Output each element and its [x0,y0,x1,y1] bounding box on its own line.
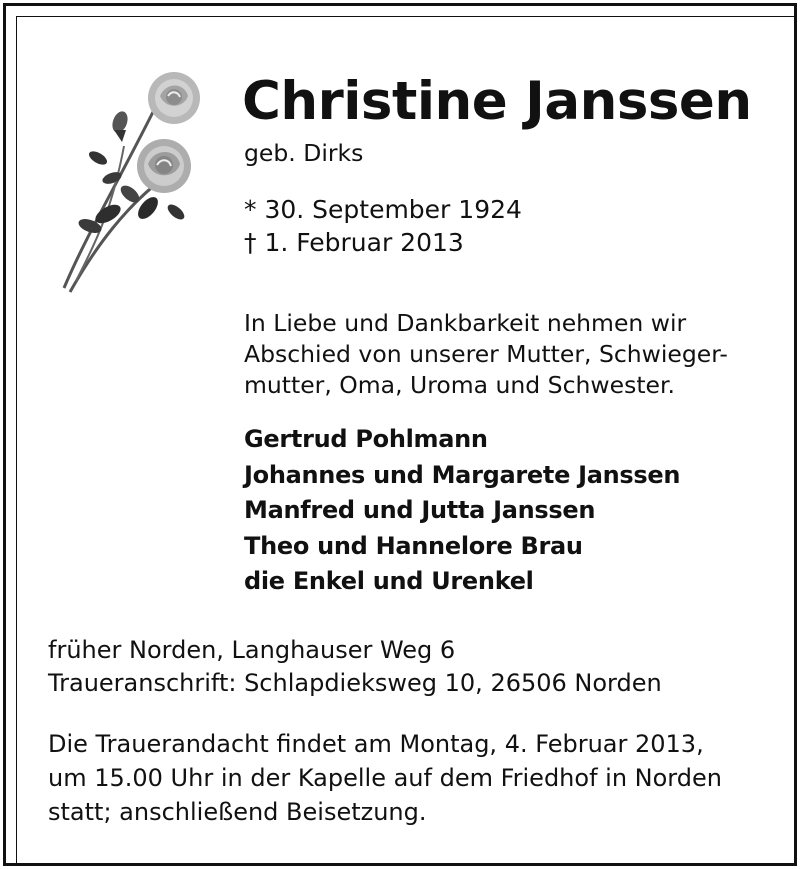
service-info [48,727,722,829]
service-line: statt; anschließend Beisetzung. [48,798,427,826]
address-block [48,634,662,700]
farewell-line: In Liebe und Dankbarkeit nehmen wir [244,309,687,337]
service-line: um 15.00 Uhr in der Kapelle auf dem Friedhof in Norden [48,764,722,792]
birth-date: * 30. September 1924 [244,195,522,224]
family-list [244,422,680,600]
maiden-name: geb. Dirks [244,139,364,167]
family-member: Johannes und Margarete Janssen [244,460,681,489]
service-line: Die Trauerandacht findet am Montag, 4. Februar 2013, [48,730,704,758]
roses-icon [56,66,206,296]
farewell-line: mutter, Oma, Uroma und Schwester. [244,371,675,399]
death-date: † 1. Februar 2013 [244,228,464,257]
family-member: Gertrud Pohlmann [244,425,488,453]
deceased-name: Christine Janssen [242,71,752,132]
family-member: Theo und Hannelore Brau [244,531,583,560]
farewell-text [244,308,728,401]
mourning-address: Traueranschrift: Schlapdieksweg 10, 26506 Norden [48,669,662,697]
life-dates [244,193,522,259]
family-member: die Enkel und Urenkel [244,567,534,595]
farewell-line: Abschied von unserer Mutter, Schwieger- [244,340,728,368]
former-address: früher Norden, Langhauser Weg 6 [48,636,456,664]
family-member: Manfred und Jutta Janssen [244,496,596,524]
